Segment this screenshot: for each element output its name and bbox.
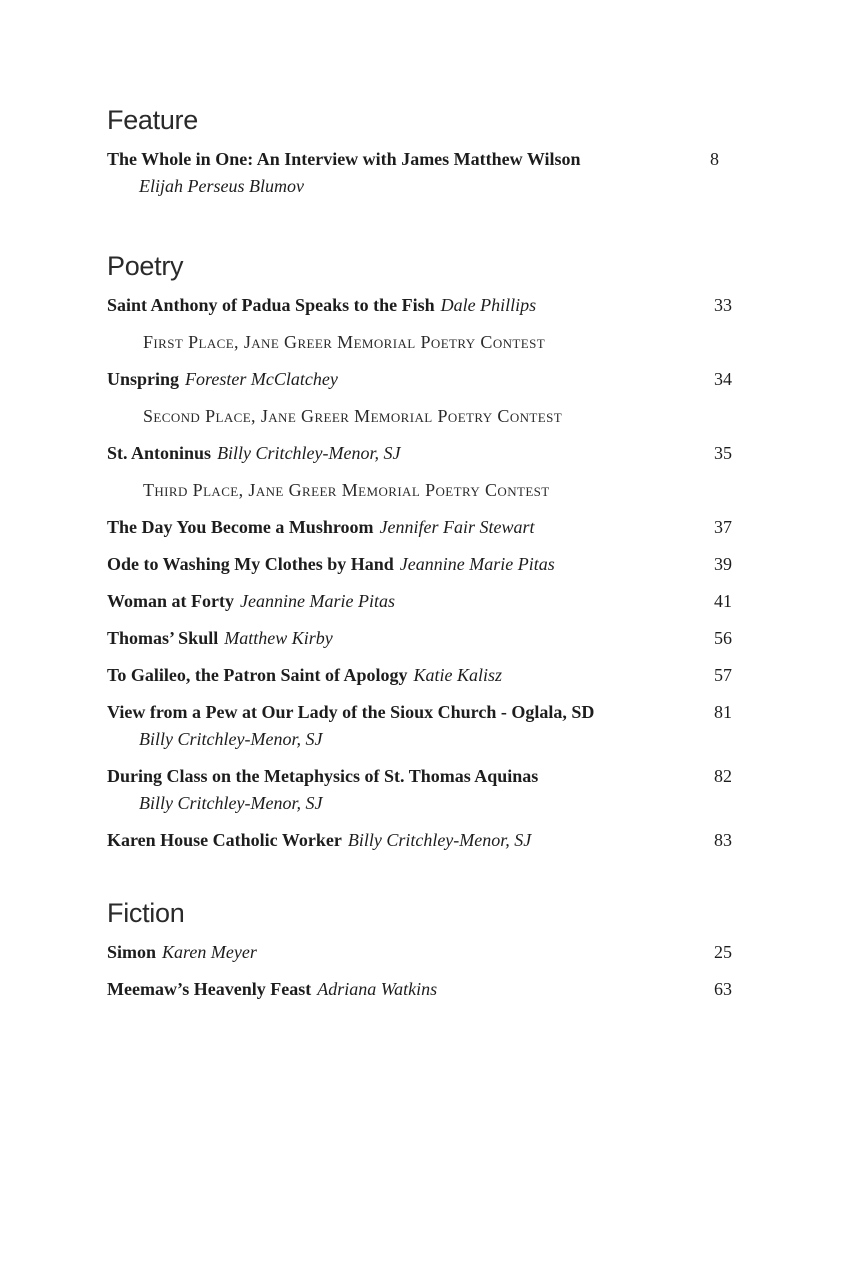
entry-author: Billy Critchley-Menor, SJ bbox=[347, 830, 532, 850]
toc-entry[interactable] bbox=[107, 440, 747, 467]
toc-entry[interactable] bbox=[107, 366, 747, 393]
entry-title: Simon bbox=[107, 942, 157, 962]
award-note: Third Place, Jane Greer Memorial Poetry Contest bbox=[143, 480, 550, 500]
toc-entry[interactable] bbox=[107, 551, 747, 578]
entry-page-number: 81 bbox=[714, 702, 732, 722]
toc-entry[interactable] bbox=[107, 514, 747, 541]
entry-author: Matthew Kirby bbox=[224, 628, 333, 648]
section-heading-feature: Feature bbox=[107, 105, 198, 135]
entry-author: Billy Critchley-Menor, SJ bbox=[139, 729, 323, 749]
toc-entry[interactable] bbox=[107, 588, 747, 615]
entry-author: Dale Phillips bbox=[440, 295, 537, 315]
toc-entry[interactable] bbox=[107, 662, 747, 689]
entry-title: Unspring bbox=[107, 369, 180, 389]
entry-page-number: 25 bbox=[714, 942, 732, 962]
entry-title: Karen House Catholic Worker bbox=[107, 830, 342, 850]
entry-author: Karen Meyer bbox=[162, 942, 257, 962]
award-note: First Place, Jane Greer Memorial Poetry Contest bbox=[143, 332, 546, 352]
entry-title: Ode to Washing My Clothes by Hand bbox=[107, 554, 394, 574]
toc-entry[interactable] bbox=[107, 939, 747, 966]
toc-entry[interactable] bbox=[107, 827, 747, 854]
award-note: Second Place, Jane Greer Memorial Poetry Contest bbox=[143, 406, 563, 426]
entry-title: To Galileo, the Patron Saint of Apology bbox=[107, 665, 408, 685]
section-feature bbox=[107, 104, 747, 210]
entry-author: Adriana Watkins bbox=[317, 979, 438, 999]
entry-title: Woman at Forty bbox=[107, 591, 234, 611]
entry-author: Jennifer Fair Stewart bbox=[379, 517, 535, 537]
entry-title: Thomas’ Skull bbox=[107, 628, 219, 648]
entry-page-number: 8 bbox=[710, 149, 719, 169]
entry-author: Jeannine Marie Pitas bbox=[399, 554, 555, 574]
entry-page-number: 56 bbox=[714, 628, 732, 648]
entry-page-number: 33 bbox=[714, 295, 732, 315]
entry-title: Meemaw’s Heavenly Feast bbox=[107, 979, 312, 999]
section-heading-fiction: Fiction bbox=[107, 898, 185, 928]
entry-page-number: 41 bbox=[714, 591, 732, 611]
entry-page-number: 39 bbox=[714, 554, 732, 574]
entry-title: The Whole in One: An Interview with James Matthew Wilson bbox=[107, 149, 581, 169]
entry-title: During Class on the Metaphysics of St. Thomas Aquinas bbox=[107, 766, 539, 786]
entry-page-number: 37 bbox=[714, 517, 732, 537]
toc-entry[interactable] bbox=[107, 763, 747, 817]
entry-title: The Day You Become a Mushroom bbox=[107, 517, 374, 537]
toc-entry[interactable] bbox=[107, 976, 747, 1003]
entry-author: Forester McClatchey bbox=[185, 369, 338, 389]
section-poetry bbox=[107, 250, 747, 864]
section-fiction bbox=[107, 897, 747, 1013]
entry-page-number: 34 bbox=[714, 369, 732, 389]
entry-title: St. Antoninus bbox=[107, 443, 212, 463]
entry-author: Jeannine Marie Pitas bbox=[239, 591, 395, 611]
entry-title: Saint Anthony of Padua Speaks to the Fish bbox=[107, 295, 435, 315]
toc-entry[interactable] bbox=[107, 699, 747, 753]
entry-page-number: 63 bbox=[714, 979, 732, 999]
entry-author: Billy Critchley-Menor, SJ bbox=[217, 443, 401, 463]
entry-author: Katie Kalisz bbox=[413, 665, 503, 685]
toc-entry[interactable] bbox=[107, 625, 747, 652]
toc-entry[interactable] bbox=[107, 146, 747, 200]
entry-page-number: 82 bbox=[714, 766, 732, 786]
entry-page-number: 57 bbox=[714, 665, 732, 685]
entry-title: View from a Pew at Our Lady of the Sioux Church - Oglala, SD bbox=[107, 702, 595, 722]
entry-author: Billy Critchley-Menor, SJ bbox=[139, 793, 323, 813]
section-heading-poetry: Poetry bbox=[107, 251, 184, 281]
entry-author: Elijah Perseus Blumov bbox=[139, 176, 304, 196]
toc-entry[interactable] bbox=[107, 292, 747, 319]
entry-page-number: 83 bbox=[714, 830, 732, 850]
entry-page-number: 35 bbox=[714, 443, 732, 463]
